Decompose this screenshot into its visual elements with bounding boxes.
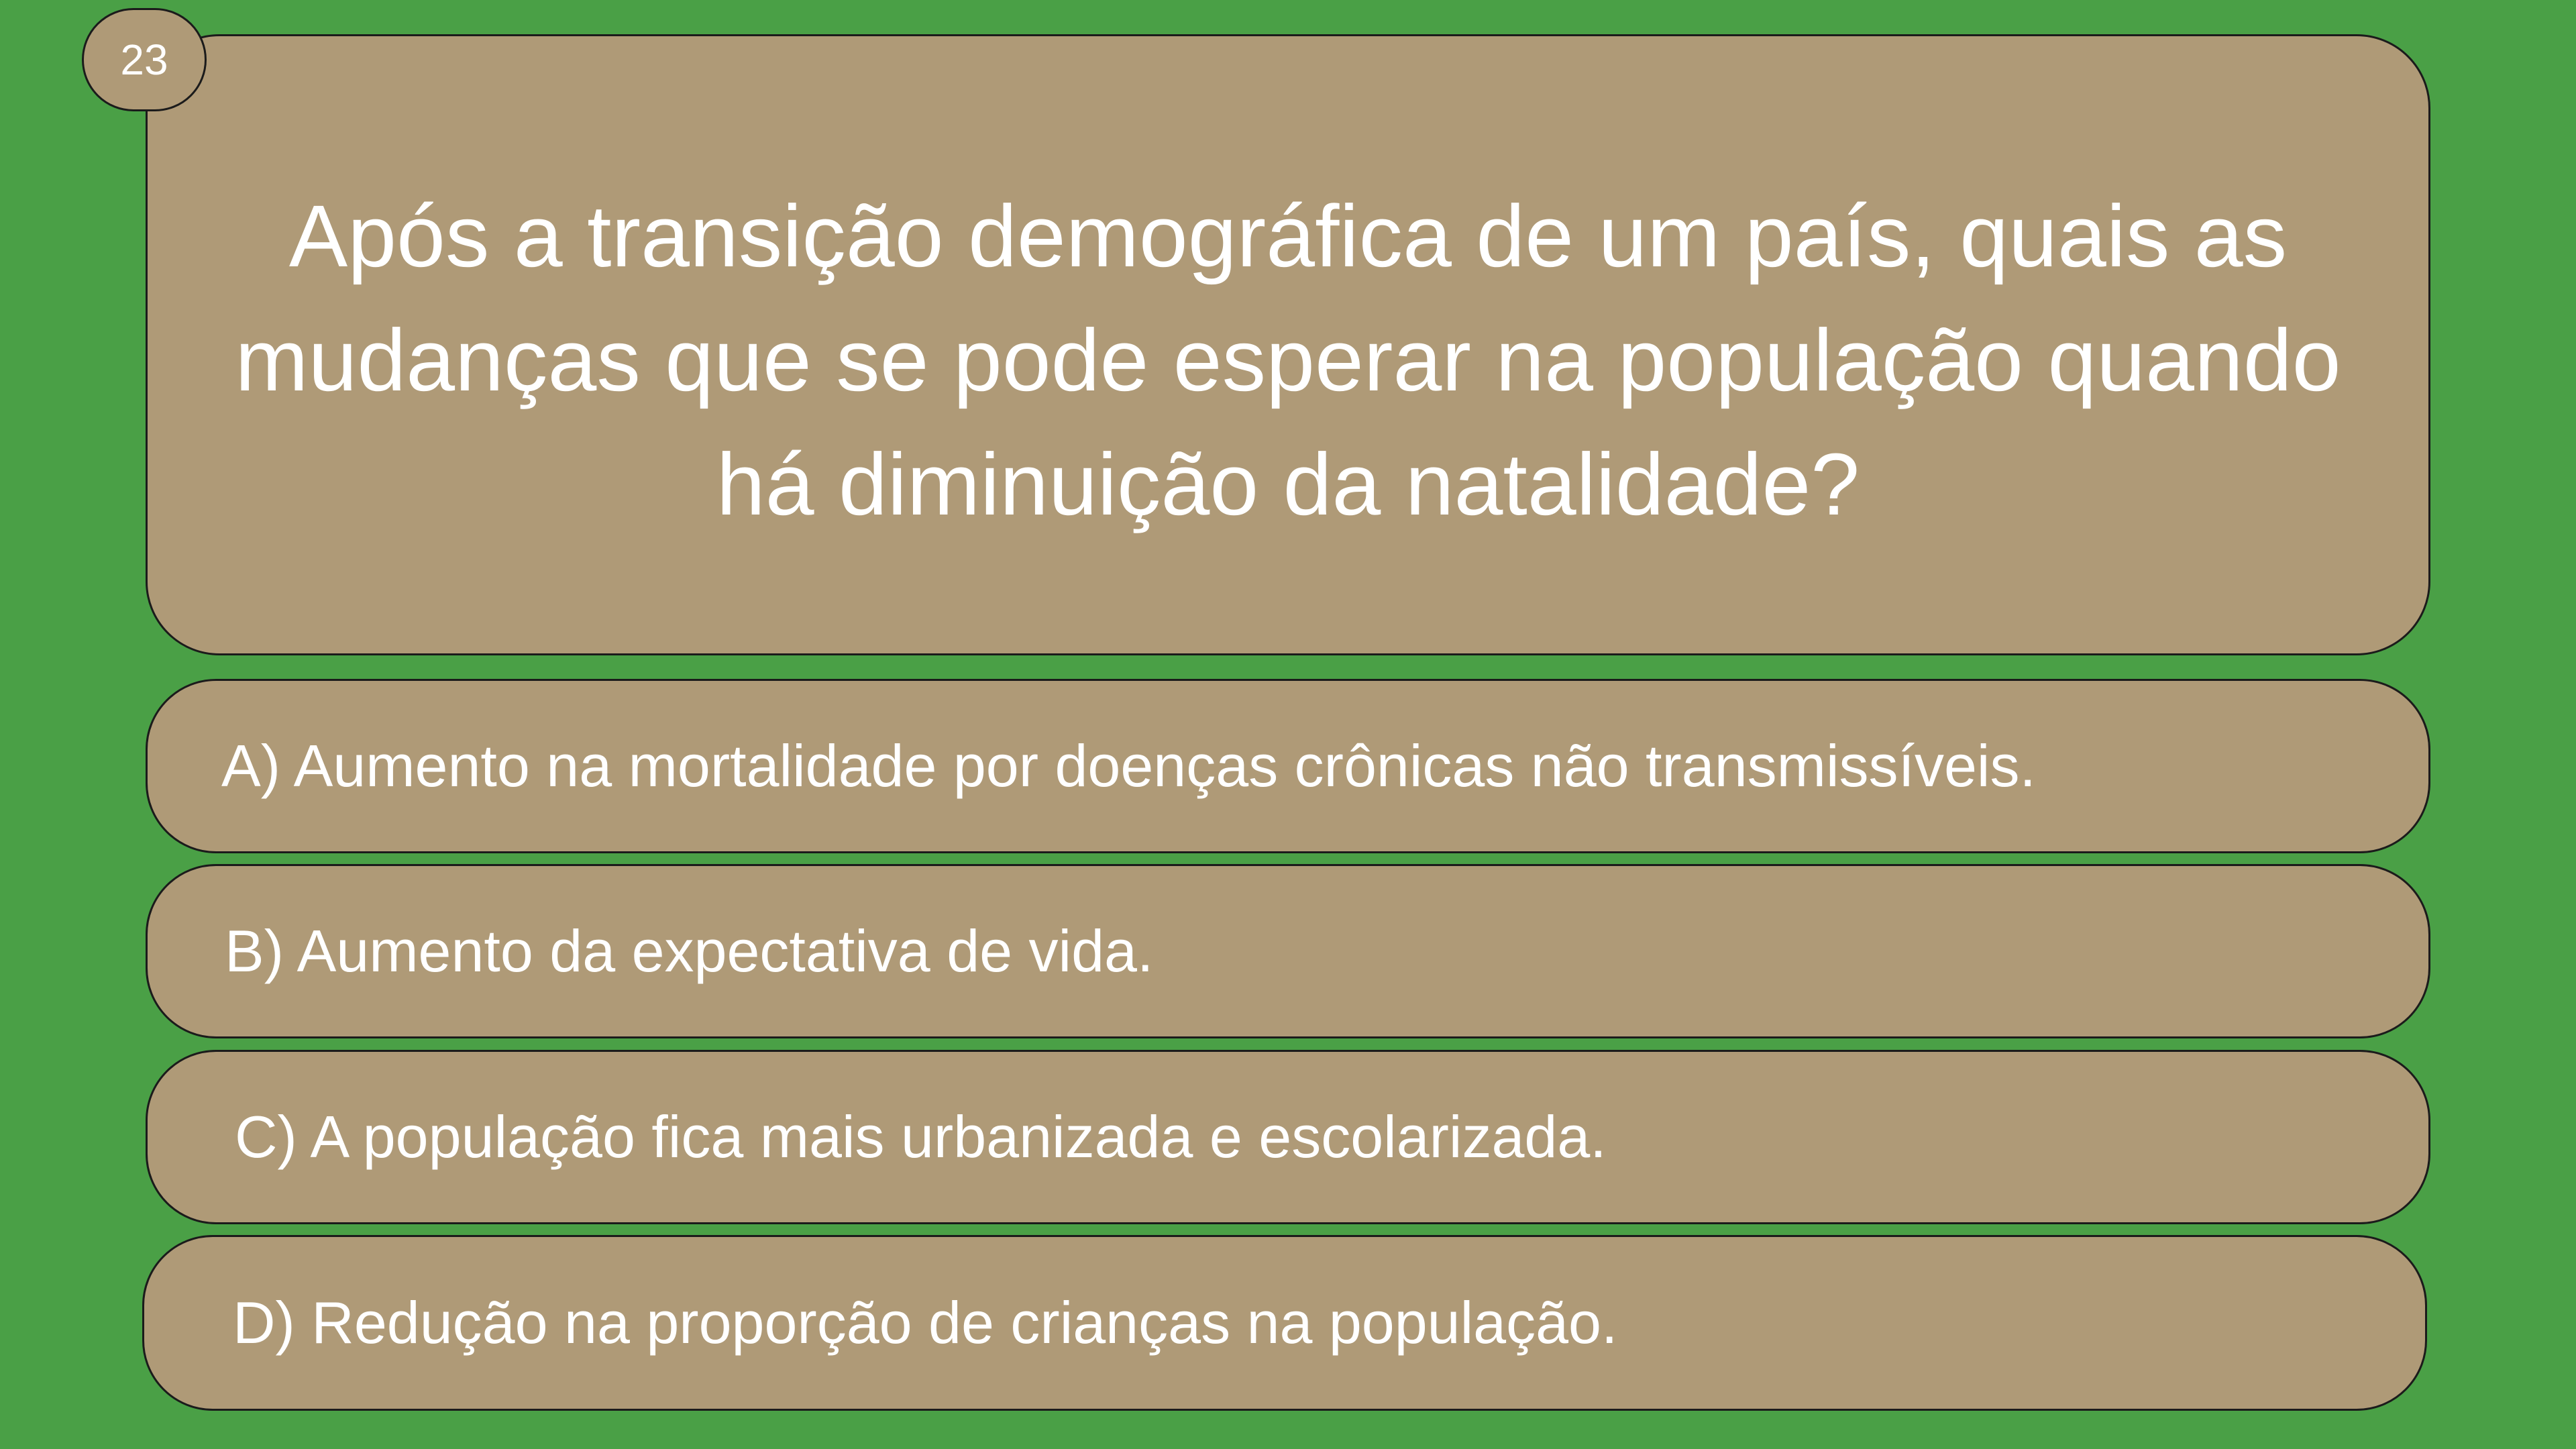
answer-option-b-label: B) Aumento da expectativa de vida. — [225, 918, 1154, 984]
question-number-badge — [82, 8, 207, 111]
answer-option-d-label: D) Redução na proporção de crianças na população. — [233, 1289, 1618, 1356]
answer-option-d[interactable] — [142, 1235, 2427, 1411]
question-text: Após a transição demográfica de um país, quais as mudanças que se pode esperar na população quando há diminuição da natalidade? — [235, 186, 2341, 533]
answer-option-c[interactable] — [146, 1050, 2430, 1224]
question-card — [146, 34, 2430, 655]
answer-option-a-label: A) Aumento na mortalidade por doenças crônicas não transmissíveis. — [221, 733, 2036, 799]
answer-option-a[interactable] — [146, 679, 2430, 853]
question-number: 23 — [120, 36, 168, 84]
answer-option-b[interactable] — [146, 864, 2430, 1038]
answer-option-c-label: C) A população fica mais urbanizada e escolarizada. — [235, 1104, 1607, 1170]
